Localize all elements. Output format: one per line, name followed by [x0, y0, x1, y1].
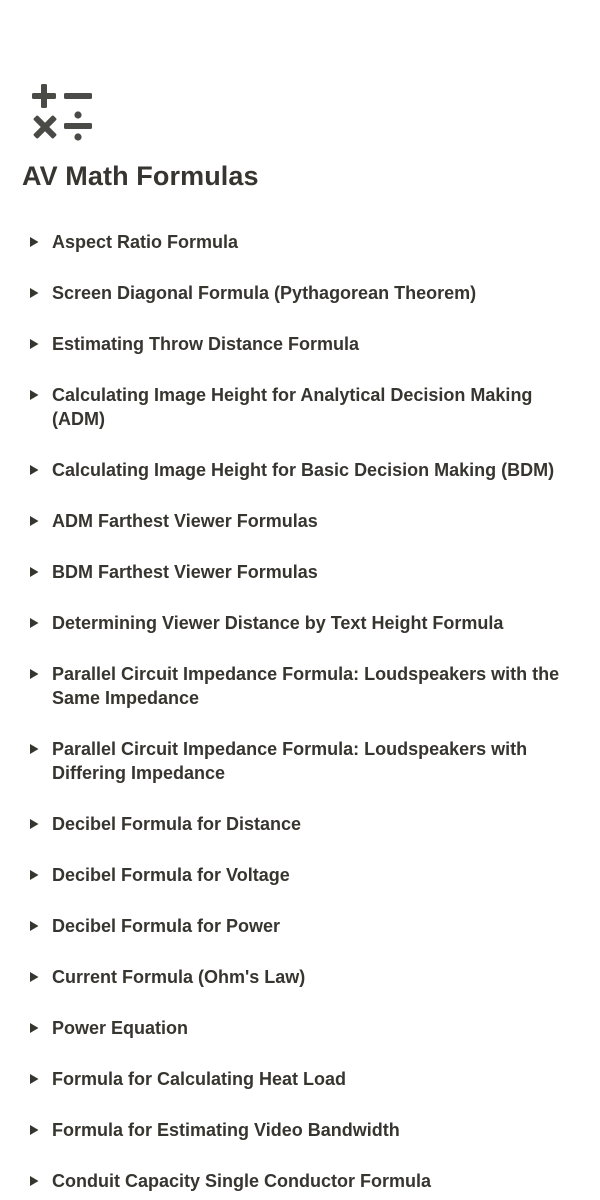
toggle-label: Aspect Ratio Formula [52, 232, 239, 252]
toggle-label: Determining Viewer Distance by Text Height Formula [52, 613, 504, 633]
triangle-right-icon[interactable] [22, 560, 46, 584]
toggle-list [22, 228, 578, 1200]
toggle-item[interactable] [22, 660, 578, 712]
toggle-label: Current Formula (Ohm's Law) [52, 967, 306, 987]
toggle-item[interactable] [22, 507, 578, 535]
toggle-label: Decibel Formula for Voltage [52, 865, 290, 885]
toggle-item[interactable] [22, 810, 578, 838]
toggle-item[interactable] [22, 279, 578, 307]
triangle-right-icon[interactable] [22, 611, 46, 635]
triangle-right-icon[interactable] [22, 965, 46, 989]
triangle-right-icon[interactable] [22, 332, 46, 356]
toggle-label: Conduit Capacity Single Conductor Formula [52, 1171, 432, 1191]
toggle-label: Formula for Estimating Video Bandwidth [52, 1120, 400, 1140]
toggle-label: Screen Diagonal Formula (Pythagorean Theorem) [52, 283, 477, 303]
toggle-item[interactable] [22, 558, 578, 586]
triangle-right-icon[interactable] [22, 383, 46, 407]
triangle-right-icon[interactable] [22, 662, 46, 686]
toggle-item[interactable] [22, 1065, 578, 1093]
toggle-label: Calculating Image Height for Analytical Decision Making (ADM) [52, 385, 533, 429]
toggle-item[interactable] [22, 912, 578, 940]
page-title: AV Math Formulas [22, 161, 259, 191]
triangle-right-icon[interactable] [22, 1118, 46, 1142]
toggle-item[interactable] [22, 1116, 578, 1144]
toggle-item[interactable] [22, 1167, 578, 1195]
toggle-item[interactable] [22, 861, 578, 889]
toggle-item[interactable] [22, 609, 578, 637]
toggle-label: BDM Farthest Viewer Formulas [52, 562, 318, 582]
triangle-right-icon[interactable] [22, 281, 46, 305]
toggle-item[interactable] [22, 963, 578, 991]
toggle-item[interactable] [22, 228, 578, 256]
toggle-label: Calculating Image Height for Basic Decision Making (BDM) [52, 460, 555, 480]
triangle-right-icon[interactable] [22, 1067, 46, 1091]
toggle-item[interactable] [22, 330, 578, 358]
triangle-right-icon[interactable] [22, 509, 46, 533]
triangle-right-icon[interactable] [22, 458, 46, 482]
toggle-item[interactable] [22, 1014, 578, 1042]
triangle-right-icon[interactable] [22, 1016, 46, 1040]
toggle-item[interactable] [22, 735, 578, 787]
triangle-right-icon[interactable] [22, 914, 46, 938]
toggle-label: Decibel Formula for Distance [52, 814, 302, 834]
toggle-label: Decibel Formula for Power [52, 916, 281, 936]
toggle-label: Power Equation [52, 1018, 189, 1038]
toggle-label: Parallel Circuit Impedance Formula: Loudspeakers with the Same Impedance [52, 664, 560, 708]
triangle-right-icon[interactable] [22, 812, 46, 836]
toggle-label: ADM Farthest Viewer Formulas [52, 511, 318, 531]
triangle-right-icon[interactable] [22, 1169, 46, 1193]
toggle-label: Formula for Calculating Heat Load [52, 1069, 347, 1089]
toggle-label: Estimating Throw Distance Formula [52, 334, 360, 354]
toggle-label: Parallel Circuit Impedance Formula: Loudspeakers with Differing Impedance [52, 739, 528, 783]
toggle-item[interactable] [22, 456, 578, 484]
triangle-right-icon[interactable] [22, 737, 46, 761]
plus-minus-times-divide-icon[interactable] [30, 82, 94, 142]
toggle-item[interactable] [22, 381, 578, 433]
triangle-right-icon[interactable] [22, 863, 46, 887]
triangle-right-icon[interactable] [22, 230, 46, 254]
